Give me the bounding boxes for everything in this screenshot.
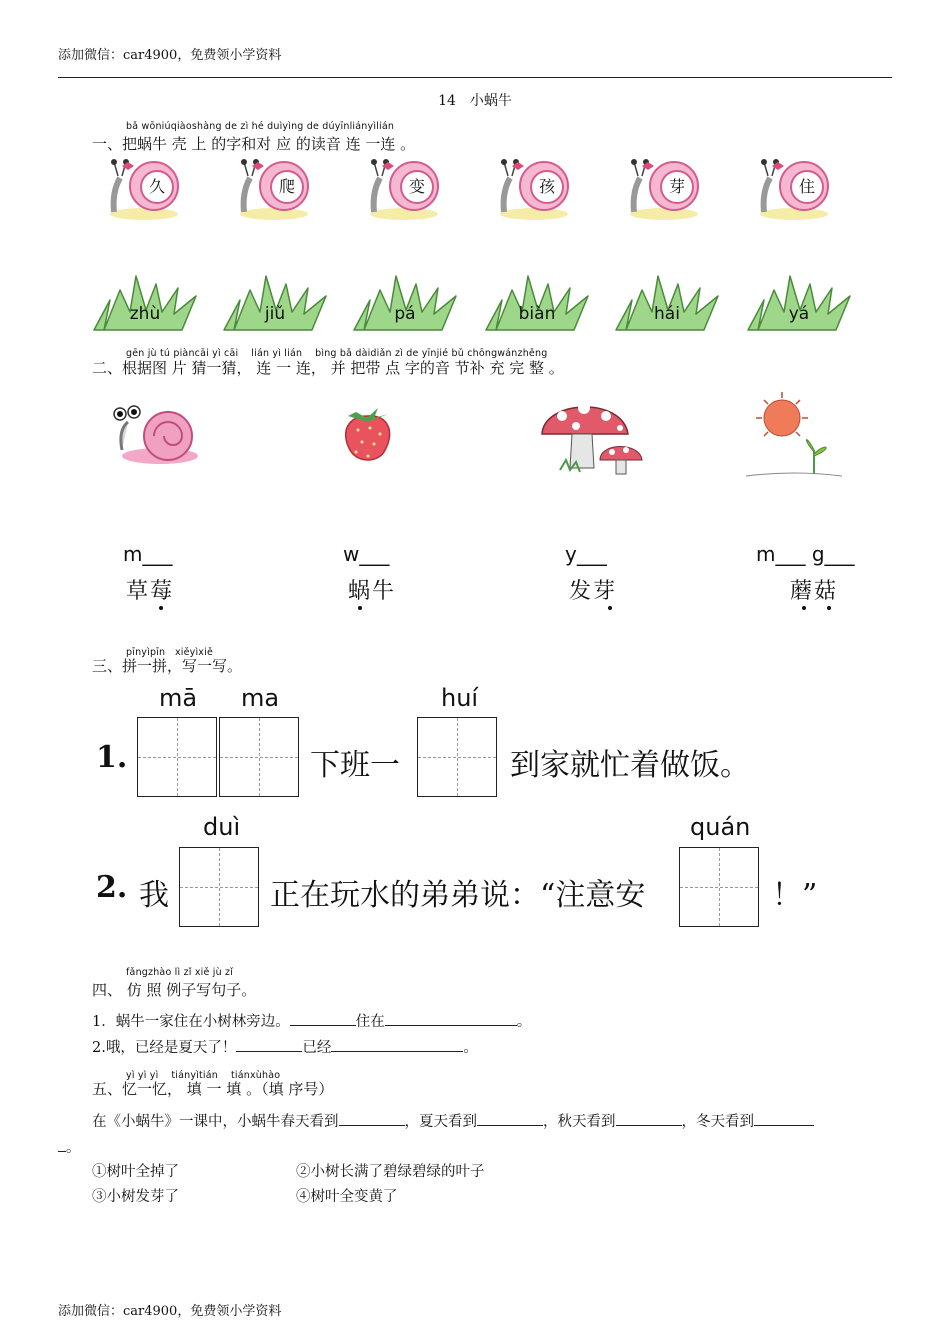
grass-icon — [482, 270, 592, 336]
section1-pinyin: bǎ wōniúqiàoshàng de zì hé duìyìng de dúyīnliányìlián — [126, 121, 395, 132]
word-faya: 发芽 — [569, 579, 618, 604]
sentence-part: ，夏天看到 — [404, 1114, 477, 1130]
option-3: ③小树发芽了 — [92, 1189, 179, 1205]
fill-sentence-end — [58, 1136, 81, 1157]
option-2: ②小树长满了碧绿碧绿的叶子 — [296, 1164, 485, 1180]
pinyin-reading: zhù — [129, 304, 161, 324]
word-mogu: 蘑菇 — [790, 579, 839, 604]
question-2-end: ！” — [772, 878, 818, 913]
emphasis-dot — [802, 606, 806, 610]
snail-character: 住 — [790, 170, 824, 204]
writing-box-quan[interactable] — [679, 847, 759, 927]
keyword-yijing: 已经 — [302, 1040, 332, 1056]
grass-card[interactable] — [90, 270, 200, 336]
question-1-number: 1. — [96, 740, 128, 775]
writing-box-dui[interactable] — [179, 847, 259, 927]
pinyin-blank-4[interactable]: m___ g___ — [756, 542, 855, 566]
writing-box-ma2[interactable] — [219, 717, 299, 797]
section1-heading: 一、把蜗牛 壳 上 的字和对 应 的读音 连 一连 。 — [92, 135, 416, 153]
fill-sentence — [92, 1110, 814, 1131]
spring-blank[interactable] — [339, 1111, 405, 1126]
period: 。 — [463, 1040, 478, 1056]
writing-box-hui[interactable] — [417, 717, 497, 797]
pinyin-reading: jiǔ — [264, 304, 286, 324]
grass-icon — [612, 270, 722, 336]
snail-card[interactable] — [756, 156, 832, 222]
word-caomei: 草莓 — [126, 579, 175, 604]
option-1: ①树叶全掉了 — [92, 1164, 179, 1180]
snail-character: 芽 — [660, 170, 694, 204]
pinyin-blank-3[interactable]: y___ — [565, 542, 607, 566]
summer-blank[interactable] — [477, 1111, 543, 1126]
page-title: 14 小蜗牛 — [438, 93, 512, 109]
period: 。 — [66, 1140, 81, 1156]
grass-icon — [220, 270, 330, 336]
page-footer: 添加微信：car4900，免费领小学资料 — [58, 1304, 282, 1319]
pinyin-reading: biàn — [518, 304, 556, 324]
section2-heading: 二、根据图 片 猜一猜， 连 一 连， 并 把带 点 字的音 节补 充 完 整 。 — [92, 359, 564, 377]
answer-blank[interactable] — [290, 1011, 356, 1026]
snail-card[interactable] — [496, 156, 572, 222]
page-header: 添加微信：car4900，免费领小学资料 — [58, 48, 282, 63]
snail-character: 孩 — [530, 170, 564, 204]
emphasis-dot — [827, 606, 831, 610]
grass-card[interactable] — [220, 270, 330, 336]
sprout-picture — [744, 390, 844, 484]
grass-icon — [744, 270, 854, 336]
pinyin-blank-2[interactable]: w___ — [343, 542, 390, 566]
sentence-part: ，冬天看到 — [681, 1114, 754, 1130]
sentence-part: ，秋天看到 — [543, 1114, 616, 1130]
snail-character: 爬 — [270, 170, 304, 204]
question-2-start: 我 — [139, 878, 169, 913]
example-sentence-2: 2.哦，已经是夏天了！ — [92, 1040, 237, 1056]
question-1-middle: 下班一 — [310, 748, 400, 783]
grass-card[interactable] — [612, 270, 722, 336]
sentence-line-2 — [92, 1036, 478, 1057]
section4-pinyin: fǎngzhào lì zǐ xiě jù zǐ — [126, 967, 234, 978]
pinyin-dui: duì — [203, 813, 241, 841]
section3-heading: 三、拼一拼，写一写。 — [92, 657, 243, 675]
section4-heading: 四、 仿 照 例子写句子。 — [92, 981, 257, 999]
pinyin-quan: quán — [690, 813, 751, 841]
emphasis-dot — [159, 606, 163, 610]
winter-blank[interactable] — [754, 1111, 814, 1126]
writing-box-ma1[interactable] — [137, 717, 217, 797]
strawberry-picture — [338, 402, 396, 466]
sentence-line-1 — [92, 1010, 531, 1031]
pinyin-reading: pá — [394, 304, 416, 324]
mushroom-picture — [536, 392, 646, 484]
section3-pinyin: pīnyìpīn xiěyìxiě — [126, 647, 214, 658]
emphasis-dot — [608, 606, 612, 610]
grass-card[interactable] — [744, 270, 854, 336]
keyword-zhuzai: 住在 — [355, 1014, 385, 1030]
winter-blank-tail[interactable] — [58, 1137, 66, 1152]
section2-pinyin: gēn jù tú piàncāi yì cāi lián yì lián bìng bǎ dàidiǎn zì de yīnjié bǔ chōngwánzhěng — [126, 348, 548, 359]
pinyin-reading: hái — [654, 304, 680, 324]
autumn-blank[interactable] — [616, 1111, 682, 1126]
grass-card[interactable] — [482, 270, 592, 336]
pinyin-ma2: ma — [241, 684, 280, 712]
answer-blank[interactable] — [236, 1037, 302, 1052]
pinyin-blank-1[interactable]: m___ — [123, 542, 173, 566]
snail-picture — [108, 400, 200, 472]
question-2-middle: 正在玩水的弟弟说：“注意安 — [270, 878, 646, 913]
header-divider — [58, 77, 892, 78]
snail-character: 变 — [400, 170, 434, 204]
emphasis-dot — [358, 606, 362, 610]
answer-blank[interactable] — [385, 1011, 517, 1026]
snail-card[interactable] — [366, 156, 442, 222]
question-2-number: 2. — [96, 870, 128, 905]
snail-character: 久 — [140, 170, 174, 204]
example-sentence-1: 1．蜗牛一家住在小树林旁边。 — [92, 1014, 290, 1030]
snail-card[interactable] — [626, 156, 702, 222]
word-woniu: 蜗牛 — [348, 579, 397, 604]
section5-heading: 五、忆一忆， 填 一 填 。（填 序号） — [92, 1080, 334, 1098]
answer-blank[interactable] — [331, 1037, 463, 1052]
section5-pinyin: yì yì yì tiányìtián tiánxùhào — [126, 1070, 281, 1081]
snail-card[interactable] — [106, 156, 182, 222]
sentence-part: 在《小蜗牛》一课中，小蜗牛春天看到 — [92, 1114, 339, 1130]
snail-card[interactable] — [236, 156, 312, 222]
option-4: ④树叶全变黄了 — [296, 1189, 398, 1205]
grass-icon — [350, 270, 460, 336]
pinyin-reading: yá — [788, 304, 810, 324]
pinyin-ma1: mā — [159, 684, 198, 712]
pinyin-hui: huí — [441, 684, 479, 712]
question-1-end: 到家就忙着做饭。 — [510, 748, 750, 783]
period: 。 — [516, 1014, 532, 1030]
grass-card[interactable] — [350, 270, 460, 336]
grass-icon — [90, 270, 200, 336]
